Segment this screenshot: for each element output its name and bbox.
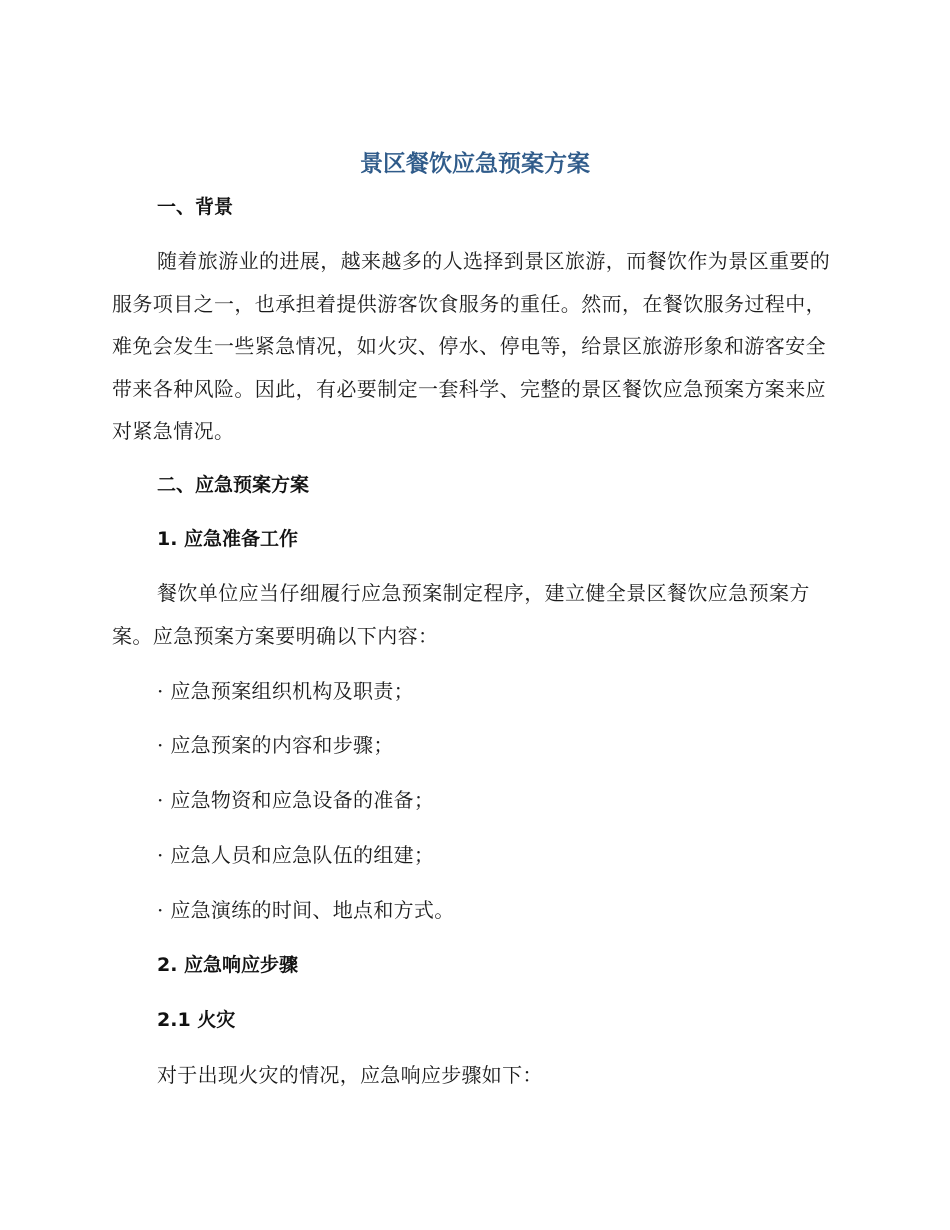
subsection-heading-preparation: 1. 应急准备工作 bbox=[157, 528, 299, 550]
section-heading-background: 一、背景 bbox=[157, 196, 234, 218]
document-title: 景区餐饮应急预案方案 bbox=[360, 151, 590, 177]
bullet-item: · 应急预案的内容和步骤； bbox=[157, 733, 394, 757]
bullet-item: · 应急物资和应急设备的准备； bbox=[157, 788, 435, 812]
bullet-item: · 应急人员和应急队伍的组建； bbox=[157, 843, 435, 867]
bullet-item: · 应急预案组织机构及职责； bbox=[157, 679, 414, 703]
preparation-paragraph: 餐饮单位应当仔细履行应急预案制定程序，建立健全景区餐饮应急预案方案。应急预案方案要明确以下内容： bbox=[112, 581, 810, 648]
subsection-heading-response: 2. 应急响应步骤 bbox=[157, 954, 299, 976]
section-heading-plan: 二、应急预案方案 bbox=[157, 474, 310, 496]
subsection-heading-fire: 2.1 火灾 bbox=[157, 1009, 236, 1031]
bullet-item: · 应急演练的时间、地点和方式。 bbox=[157, 898, 455, 922]
fire-response-intro: 对于出现火灾的情况，应急响应步骤如下： bbox=[157, 1063, 543, 1087]
background-paragraph: 随着旅游业的进展，越来越多的人选择到景区旅游，而餐饮作为景区重要的服务项目之一，也承担着提供游客饮食服务的重任。然而，在餐饮服务过程中，难免会发生一些紧急情况，如火灾、停水、停电等，给景区旅游形象和游客安全带来各种风险。因此，有必要制定一套科学、完整的景区餐饮应急预案方案来应对紧急情况。 bbox=[112, 249, 831, 443]
